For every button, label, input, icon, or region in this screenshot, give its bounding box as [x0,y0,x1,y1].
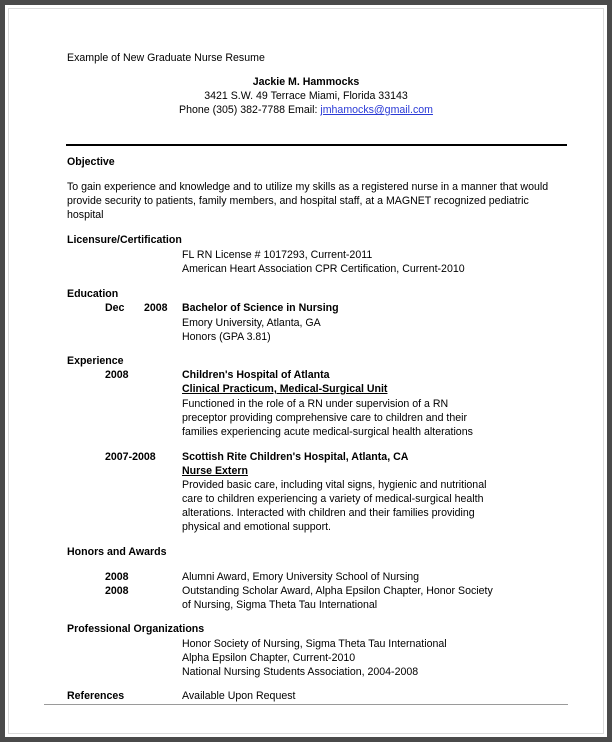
applicant-address: 3421 S.W. 49 Terrace Miami, Florida 33143 [204,90,408,102]
resume-page [8,8,604,734]
references-text: Available Upon Request [182,690,296,702]
organizations-heading: Professional Organizations [67,623,205,635]
objective-line: hospital [67,209,104,221]
objective-line: provide security to patients, family members, and hospital staff, at a MAGNET recognized pediatric [67,195,529,207]
education-school: Emory University, Atlanta, GA [182,317,321,329]
footer-divider [44,704,568,705]
job-description-line: Provided basic care, including vital signs, hygienic and nutritional [182,479,487,491]
objective-line: To gain experience and knowledge and to utilize my skills as a registered nurse in a manner that would [67,181,549,193]
job-role: Clinical Practicum, Medical-Surgical Unit [182,383,388,395]
applicant-name: Jackie M. Hammocks [252,76,360,88]
applicant-contact [8,104,604,117]
job-role: Nurse Extern [182,465,248,477]
organization-item: Honor Society of Nursing, Sigma Theta Tau International [182,638,447,650]
education-honors: Honors (GPA 3.81) [182,331,271,343]
licensure-heading: Licensure/Certification [67,234,182,246]
licensure-item: FL RN License # 1017293, Current-2011 [182,249,373,261]
education-year: 2008 [144,302,168,314]
organization-item: Alpha Epsilon Chapter, Current-2010 [182,652,356,664]
honor-line: Alumni Award, Emory University School of Nursing [182,571,420,583]
objective-heading: Objective [67,156,115,168]
header-divider [66,144,567,146]
job-description-line: families experiencing acute medical-surgical health alterations [182,426,473,438]
education-heading: Education [67,288,119,300]
honor-year: 2008 [105,585,129,597]
document-title: Example of New Graduate Nurse Resume [67,52,265,64]
job-description-line: alterations. Interacted with children and their families providing [182,507,475,519]
honor-line: Outstanding Scholar Award, Alpha Epsilon Chapter, Honor Society [182,585,493,597]
references-heading: References [67,690,125,702]
licensure-item: American Heart Association CPR Certification, Current-2010 [182,263,465,275]
job-date: 2007-2008 [105,451,156,463]
organization-item: National Nursing Students Association, 2004-2008 [182,666,419,678]
phone-label: Phone (305) 382-7788 Email: [179,104,321,116]
job-employer: Children's Hospital of Atlanta [182,369,330,381]
job-description-line: Functioned in the role of a RN under supervision of a RN [182,398,449,410]
email-link[interactable]: jmhamocks@gmail.com [320,104,433,116]
education-degree: Bachelor of Science in Nursing [182,302,339,314]
job-employer: Scottish Rite Children's Hospital, Atlanta, CA [182,451,409,463]
job-description-line: physical and emotional support. [182,521,331,533]
honor-line: of Nursing, Sigma Theta Tau International [182,599,378,611]
job-description-line: care to children experiencing a variety of medical-surgical health [182,493,484,505]
education-month: Dec [105,302,125,314]
job-description-line: preceptor providing comprehensive care to children and their [182,412,468,424]
experience-heading: Experience [67,355,124,367]
honors-heading: Honors and Awards [67,546,167,558]
honor-year: 2008 [105,571,129,583]
job-date: 2008 [105,369,129,381]
